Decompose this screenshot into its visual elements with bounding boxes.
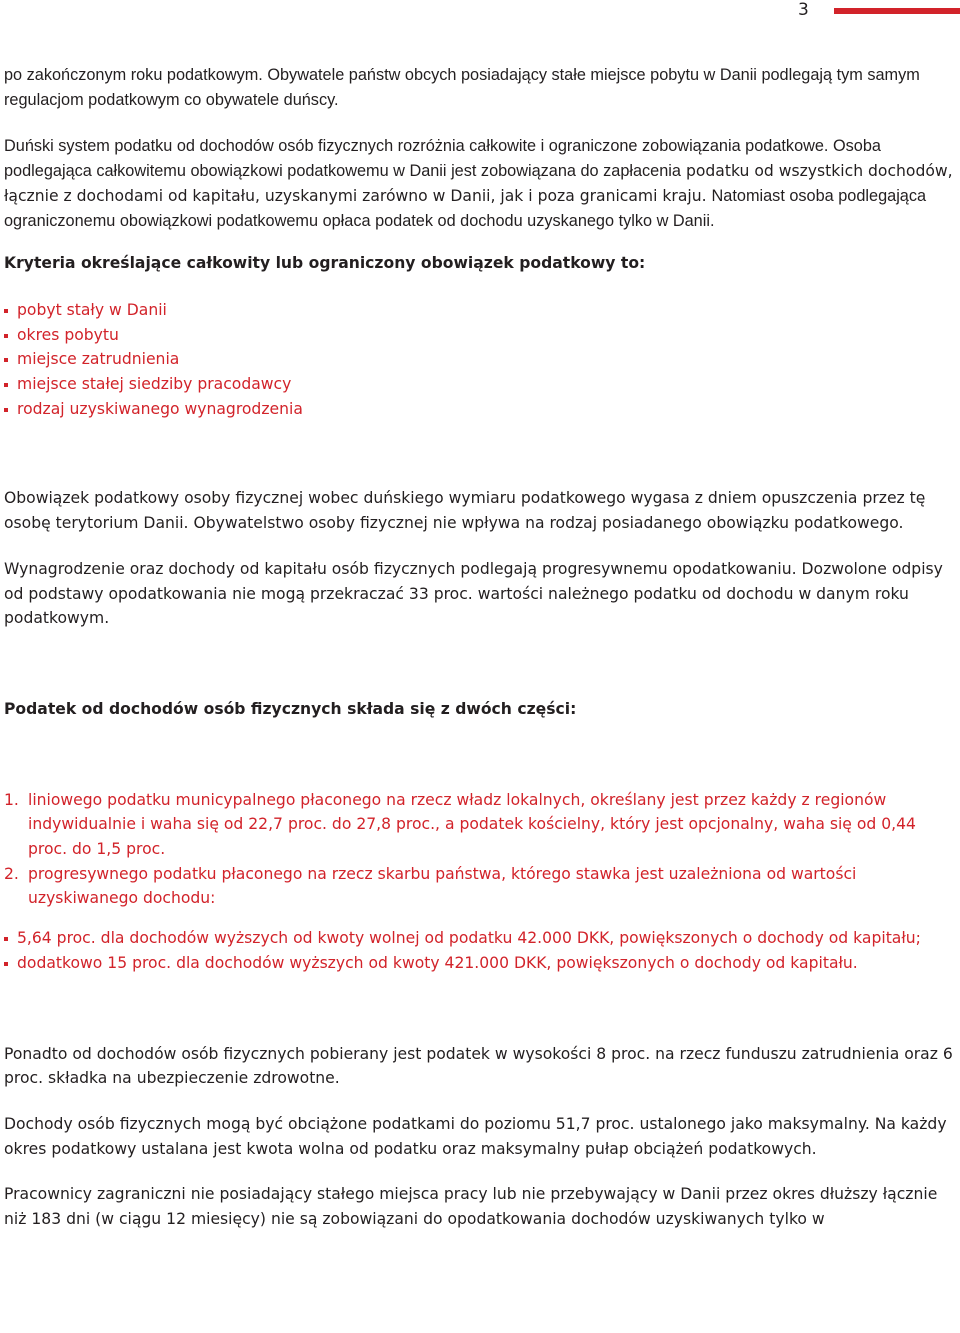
tax-parts-list bbox=[4, 788, 956, 912]
bullet-square-icon bbox=[4, 962, 8, 966]
criteria-list bbox=[4, 298, 956, 422]
list-item: pobyt stały w Danii bbox=[4, 298, 956, 323]
bullet-square-icon bbox=[4, 309, 8, 313]
paragraph-tax-obligations-full: podatku od wszystkich dochodów, łącznie z dochodami od kapitału, uzyskanymi zarówno w Danii, jak i poza granicami kraju. bbox=[4, 162, 953, 205]
list-item: miejsce stałej siedziby pracodawcy bbox=[4, 372, 956, 397]
bullet-square-icon bbox=[4, 383, 8, 387]
list-item: 1. liniowego podatku municypalnego płaconego na rzecz władz lokalnych, określany jest przez każdy z regionów indywidualnie i waha się od 22,7 proc. do 27,8 proc., a podatek kościelny, który jest opcjonalny, waha się od 0,44 proc. do 1,5 proc. bbox=[4, 790, 916, 859]
bullet-square-icon bbox=[4, 334, 8, 338]
paragraph-additional-levies: Ponadto od dochodów osób fizycznych pobierany jest podatek w wysokości 8 proc. na rzecz funduszu zatrudnienia oraz 6 proc. składka na ubezpieczenie zdrowotne. bbox=[4, 1044, 953, 1088]
list-item: dodatkowo 15 proc. dla dochodów wyższych od kwoty 421.000 DKK, powiększonych o dochody od kapitału. bbox=[4, 951, 956, 976]
bullet-square-icon bbox=[4, 358, 8, 362]
paragraph-progressive-tax: Wynagrodzenie oraz dochody od kapitału osób fizycznych podlegają progresywnemu opodatkowaniu. Dozwolone odpisy od podstawy opodatkowania nie mogą przekraczać 33 proc. wartości należnego podatku od dochodu w danym roku podatkowym. bbox=[4, 559, 943, 628]
list-item: rodzaj uzyskiwanego wynagrodzenia bbox=[4, 397, 956, 422]
paragraph-maximum-burden: Dochody osób fizycznych mogą być obciążone podatkami do poziomu 51,7 proc. ustalonego jako maksymalny. Na każdy okres podatkowy ustalana jest kwota wolna od podatku oraz maksymalny pułap obciążeń podatkowych. bbox=[4, 1114, 947, 1158]
header-accent-bar bbox=[834, 8, 960, 14]
list-item: 2. progresywnego podatku płaconego na rzecz skarbu państwa, którego stawka jest uzależniona od wartości uzyskiwanego dochodu: bbox=[4, 864, 857, 908]
criteria-heading: Kryteria określające całkowity lub ograniczony obowiązek podatkowy to: bbox=[4, 254, 646, 273]
bullet-square-icon bbox=[4, 937, 8, 941]
paragraph-tax-obligations bbox=[4, 134, 956, 233]
page-number: 3 bbox=[798, 0, 809, 20]
document-body bbox=[4, 63, 956, 1232]
paragraph-tax-obligations-intro: Duński system podatku od dochodów osób fizycznych rozróżnia całkowite i ograniczone zobowiązania podatkowe. Osoba podlegająca całkowitemu obowiązkowi podatkowemu w Danii jest zobowiązana do zapłacenia bbox=[4, 137, 881, 181]
paragraph-foreign-workers: Pracownicy zagraniczni nie posiadający stałego miejsca pracy lub nie przebywający w Danii przez okres dłuższy łącznie niż 183 dni (w ciągu 12 miesięcy) nie są zobowiązani do opodatkowania dochodów uzyskiwanych tylko w bbox=[4, 1185, 938, 1229]
tax-parts-heading: Podatek od dochodów osób fizycznych składa się z dwóch części: bbox=[4, 699, 577, 718]
list-item: miejsce zatrudnienia bbox=[4, 347, 956, 372]
paragraph-residents: po zakończonym roku podatkowym. Obywatele państw obcych posiadający stałe miejsce pobytu w Danii podlegają tym samym regulacjom podatkowym co obywatele duńscy. bbox=[4, 66, 920, 109]
paragraph-obligation-expiry: Obowiązek podatkowy osoby fizycznej wobec duńskiego wymiaru podatkowego wygasa z dniem opuszczenia przez tę osobę terytorium Danii. Obywatelstwo osoby fizycznej nie wpływa na rodzaj posiadanego obowiązku podatkowego. bbox=[4, 489, 926, 533]
list-item: okres pobytu bbox=[4, 323, 956, 348]
bullet-square-icon bbox=[4, 408, 8, 412]
paragraph-tax-obligations-limited: Natomiast osoba podlegająca ograniczonemu obowiązkowi podatkowemu opłaca podatek od dochodu uzyskanego tylko w Danii. bbox=[4, 186, 927, 230]
tax-rates-list bbox=[4, 926, 956, 975]
list-item: 5,64 proc. dla dochodów wyższych od kwoty wolnej od podatku 42.000 DKK, powiększonych o dochody od kapitału; bbox=[4, 926, 956, 951]
